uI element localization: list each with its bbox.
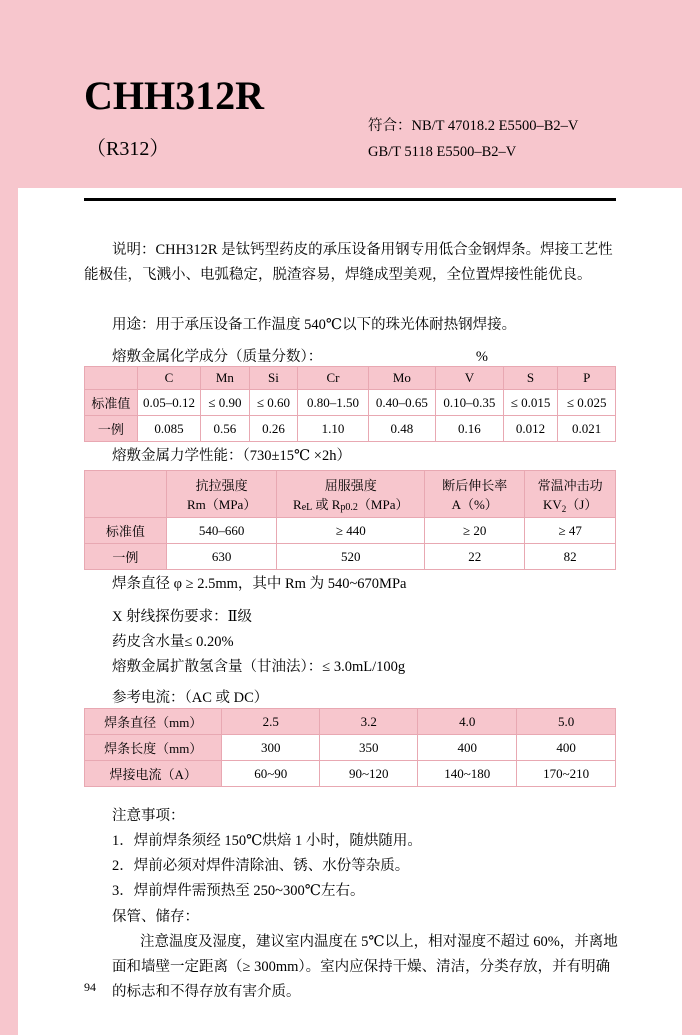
chem-r1-label: 一例: [85, 416, 138, 442]
current-r1-label: 焊条长度（mm）: [85, 735, 222, 761]
table-row: [85, 367, 616, 390]
current-r0-c1: 3.2: [320, 709, 418, 735]
mech-h2-line1: 屈服强度: [324, 478, 377, 493]
chem-r0-c0: 0.05–0.12: [137, 390, 200, 416]
current-r0-c2: 4.0: [418, 709, 517, 735]
table-row: [85, 761, 616, 787]
table-row: [85, 735, 616, 761]
description-text: CHH312R 是钛钙型药皮的承压设备用钢专用低合金钢焊条。焊接工艺性能极佳，飞溅小、电弧稳定，脱渣容易，焊缝成型美观，全位置焊接性能优良。: [84, 242, 613, 283]
chem-h2: Mn: [201, 367, 250, 390]
chem-unit: %: [475, 349, 488, 365]
mech-r1-label: 一例: [85, 544, 167, 570]
mech-r1-c3: 82: [525, 544, 616, 570]
current-r2-c3: 170~210: [517, 761, 616, 787]
usage-label: 用途：: [112, 317, 156, 333]
chem-h0: [85, 367, 138, 390]
mech-h3-line2: A（%）: [451, 497, 498, 512]
mech-table: [84, 470, 616, 570]
mech-caption: 熔敷金属力学性能：（730±15℃ ×2h）: [112, 448, 351, 464]
usage-text: 用于承压设备工作温度 540℃以下的珠光体耐热钢焊接。: [155, 317, 517, 333]
title-divider: [84, 198, 616, 201]
cautions-section: [112, 804, 632, 904]
current-r0-c0: 2.5: [222, 709, 320, 735]
standard-line-2: GB/T 5118 E5500–B2–V: [368, 144, 517, 160]
mech-h2-line2: ReL 或 Rp0.2（MPa）: [293, 497, 409, 513]
table-row: [85, 390, 616, 416]
chem-h8: P: [558, 367, 616, 390]
mech-h1-line2: Rm（MPa）: [186, 497, 257, 512]
mech-h4: [525, 471, 616, 518]
chem-r1-c7: 0.021: [558, 416, 616, 442]
caution-item-1: 1．焊前焊条须经 150℃烘焙 1 小时，随烘随用。: [112, 833, 422, 849]
current-r1-c3: 400: [517, 735, 616, 761]
page-subtitle: （R312）: [86, 138, 170, 160]
description-label: 说明：: [112, 242, 156, 258]
current-r0-c3: 5.0: [517, 709, 616, 735]
chem-h4: Cr: [298, 367, 368, 390]
mech-footnote: 焊条直径 φ ≥ 2.5mm，其中 Rm 为 540~670MPa: [112, 576, 407, 592]
cautions-title: 注意事项：: [112, 808, 185, 824]
chem-r0-c6: ≤ 0.015: [503, 390, 558, 416]
mech-h4-line1: 常温冲击功: [537, 478, 603, 493]
mech-r0-label: 标准值: [85, 518, 167, 544]
chem-r1-c2: 0.26: [249, 416, 298, 442]
mech-r1-c0: 630: [166, 544, 277, 570]
chem-r1-c4: 0.48: [368, 416, 436, 442]
chem-r0-c1: ≤ 0.90: [201, 390, 250, 416]
current-caption: 参考电流：（AC 或 DC）: [112, 690, 269, 706]
chem-r1-c6: 0.012: [503, 416, 558, 442]
mech-h0: [85, 471, 167, 518]
header: [0, 0, 700, 188]
mech-h1: [166, 471, 277, 518]
chem-r0-c7: ≤ 0.025: [558, 390, 616, 416]
chem-r0-c5: 0.10–0.35: [436, 390, 504, 416]
current-r2-label: 焊接电流（A）: [85, 761, 222, 787]
mech-r0-c3: ≥ 47: [525, 518, 616, 544]
mech-h3-line1: 断后伸长率: [442, 478, 508, 493]
mech-r0-c2: ≥ 20: [425, 518, 525, 544]
chem-h6: V: [436, 367, 504, 390]
table-row: [85, 709, 616, 735]
current-r2-c0: 60~90: [222, 761, 320, 787]
usage-paragraph: [84, 313, 614, 338]
current-r0-label: 焊条直径（mm）: [85, 709, 222, 735]
page-title: CHH312R: [84, 73, 264, 118]
table-row: [85, 416, 616, 442]
mech-h1-line1: 抗拉强度: [195, 478, 248, 493]
description-paragraph: [84, 238, 614, 288]
storage-title: 保管、储存：: [112, 909, 199, 925]
page-number: 94: [84, 980, 96, 994]
mech-r1-c1: 520: [277, 544, 425, 570]
chem-h1: C: [137, 367, 200, 390]
extra-notes: [112, 605, 632, 680]
table-row: [85, 471, 616, 518]
cautions-list: [112, 829, 632, 904]
current-r2-c2: 140~180: [418, 761, 517, 787]
chem-r1-c3: 1.10: [298, 416, 368, 442]
chem-r1-c5: 0.16: [436, 416, 504, 442]
chem-r0-label: 标准值: [85, 390, 138, 416]
chem-table: [84, 366, 616, 442]
chem-r1-c0: 0.085: [137, 416, 200, 442]
chem-caption-text: 熔敷金属化学成分（质量分数）：: [112, 349, 323, 365]
standards-block: [368, 113, 578, 165]
mech-h3: [425, 471, 525, 518]
mech-h4-line2: $KV_2(J)$: [543, 497, 598, 514]
chem-h3: Si: [249, 367, 298, 390]
chem-h7: S: [503, 367, 558, 390]
current-table: [84, 708, 616, 787]
chem-r0-c3: 0.80–1.50: [298, 390, 368, 416]
standard-line-1: 符合：NB/T 47018.2 E5500–B2–V: [368, 118, 579, 134]
caution-item-3: 3．焊前焊件需预热至 250~300℃左右。: [112, 883, 365, 899]
storage-text: 注意温度及湿度，建议室内温度在 5℃以上，相对湿度不超过 60%，并离地面和墙壁一定距离（≥ 300mm）。室内应保持干燥、清洁，分类存放，并有明确的标志和不得存放有害介质。: [112, 934, 618, 1000]
current-r1-c0: 300: [222, 735, 320, 761]
extra-note-3: 熔敷金属扩散氢含量（甘油法）：≤ 3.0mL/100g: [112, 659, 406, 675]
extra-note-1: X 射线探伤要求：Ⅱ级: [112, 609, 252, 625]
chem-r0-c4: 0.40–0.65: [368, 390, 436, 416]
extra-note-2: 药皮含水量≤ 0.20%: [112, 634, 234, 650]
mech-r0-c0: 540–660: [166, 518, 277, 544]
chem-r1-c1: 0.56: [201, 416, 250, 442]
table-row: [85, 518, 616, 544]
caution-item-2: 2．焊前必须对焊件清除油、锈、水份等杂质。: [112, 858, 410, 874]
storage-section: [112, 905, 622, 1005]
mech-r0-c1: ≥ 440: [277, 518, 425, 544]
mech-r1-c2: 22: [425, 544, 525, 570]
current-r1-c2: 400: [418, 735, 517, 761]
current-r2-c1: 90~120: [320, 761, 418, 787]
table-row: [85, 544, 616, 570]
chem-h5: Mo: [368, 367, 436, 390]
chem-r0-c2: ≤ 0.60: [249, 390, 298, 416]
mech-h2: [277, 471, 425, 518]
current-r1-c1: 350: [320, 735, 418, 761]
